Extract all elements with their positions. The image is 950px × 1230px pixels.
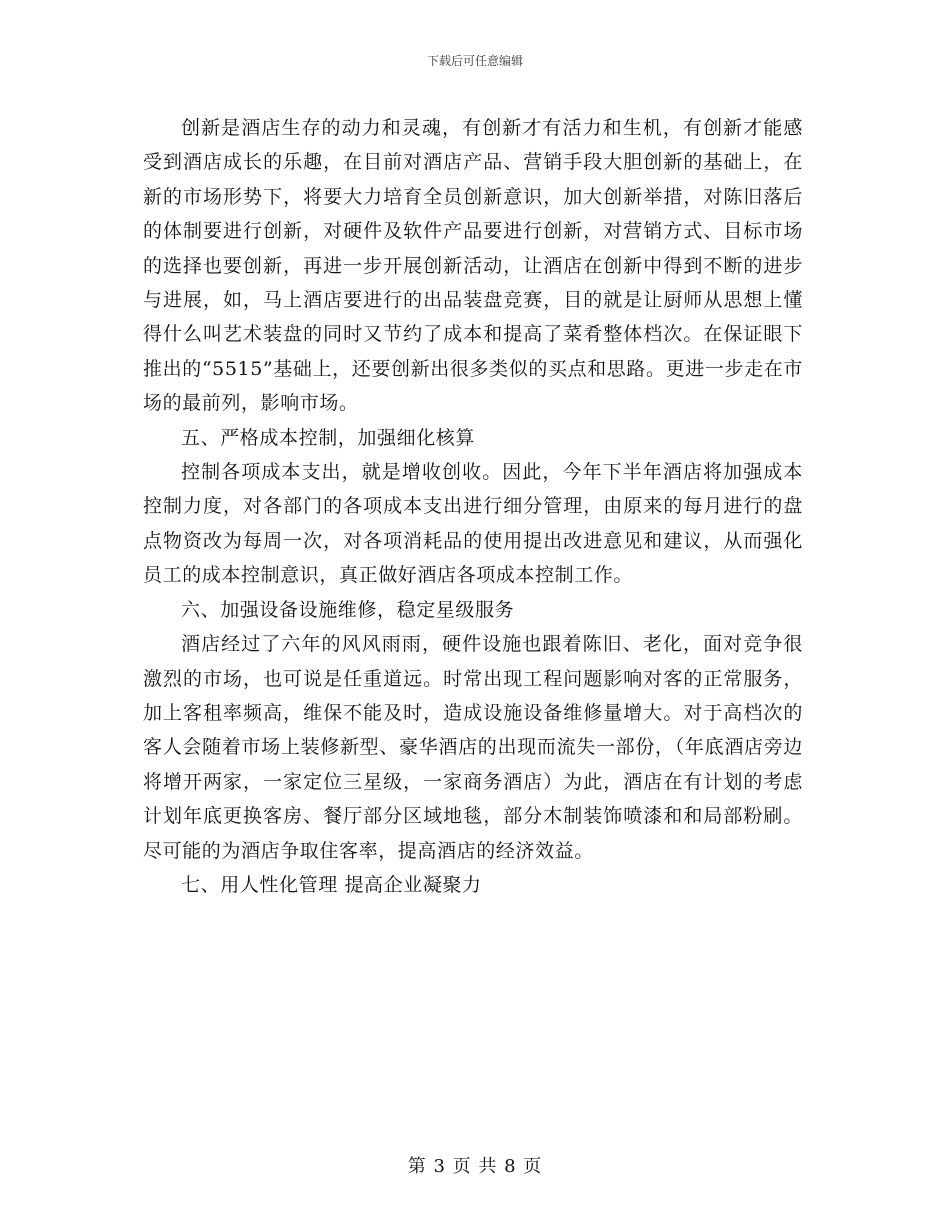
page-header: 下载后可任意编辑 <box>426 54 523 68</box>
section-heading-equipment-maintenance: 六、加强设备设施维修，稳定星级服务 <box>181 598 515 621</box>
paragraph-cost-control: 控制各项成本支出，就是增收创收。因此，今年下半年酒店将加强成本控制力度，对各部门的各项成本支出进行细分管理，由原来的每月进行的盘点物资改为每周一次，对各项消耗品的使用提出改进意见和建议，从而强化员工的成本控制意识，真正做好酒店各项成本控制工作。 <box>143 461 803 587</box>
page-number: 第 3 页 共 8 页 <box>407 1156 543 1177</box>
document-body <box>143 111 803 902</box>
paragraph-equipment-maintenance: 酒店经过了六年的风风雨雨，硬件设施也跟着陈旧、老化，面对竞争很激烈的市场，也可说是任重道远。时常出现工程问题影响对客的正常服务，加上客租率频高，维保不能及时，造成设施设备维修量增大。对于高档次的客人会随着市场上装修新型、豪华酒店的出现而流失一部份，（年底酒店旁边将增开两家，一家定位三星级，一家商务酒店）为此，酒店在有计划的考虑计划年底更换客房、餐厅部分区域地毯，部分木制装饰喷漆和和局部粉刷。尽可能的为酒店争取住客率，提高酒店的经济效益。 <box>143 633 803 862</box>
section-heading-cost-control: 五、严格成本控制，加强细化核算 <box>181 426 476 449</box>
section-heading-humanized-management: 七、用人性化管理 提高企业凝聚力 <box>181 873 482 896</box>
paragraph-innovation: 创新是酒店生存的动力和灵魂，有创新才有活力和生机，有创新才能感受到酒店成长的乐趣，在目前对酒店产品、营销手段大胆创新的基础上，在新的市场形势下，将要大力培育全员创新意识，加大创新举措，对陈旧落后的体制要进行创新，对硬件及软件产品要进行创新，对营销方式、目标市场的选择也要创新，再进一步开展创新活动，让酒店在创新中得到不断的进步与进展，如，马上酒店要进行的出品装盘竞赛，目的就是让厨师从思想上懂得什么叫艺术装盘的同时又节约了成本和提高了菜肴整体档次。在保证眼下推出的“5515”基础上，还要创新出很多类似的买点和思路。更进一步走在市场的最前列，影响市场。 <box>143 117 803 415</box>
